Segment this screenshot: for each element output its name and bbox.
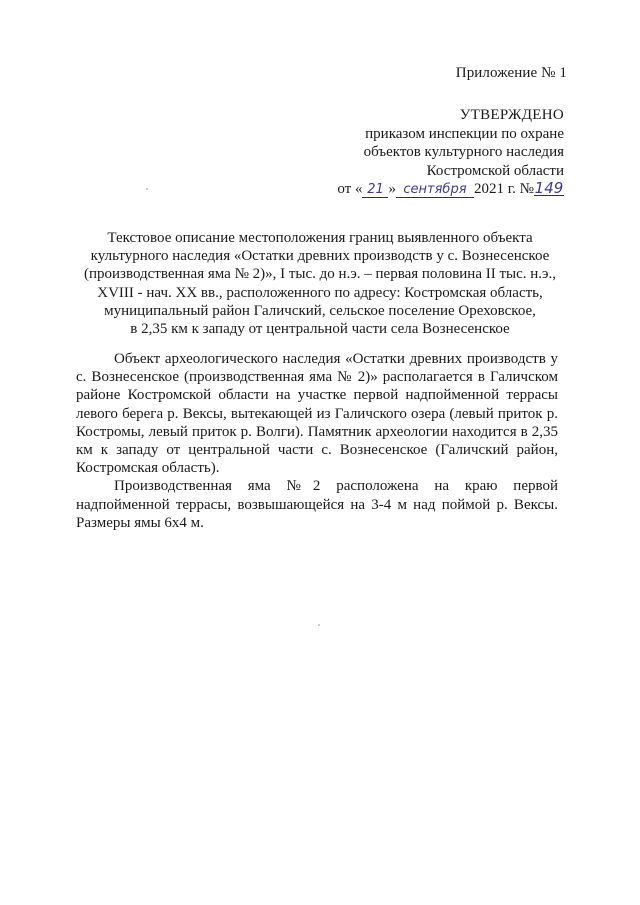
- heading-line: муниципальный район Галичский, сельское поселение Ореховское,: [104, 302, 536, 319]
- order-mid: »: [388, 181, 396, 197]
- approval-block: [304, 106, 564, 199]
- body-paragraph: Производственная яма №2 расположена на краю первой надпойменной террасы, возвышающейся на 3-4 м над поймой р. Вексы. Размеры ямы 6х4 м.: [76, 478, 558, 531]
- heading-line: в 2,35 км к западу от центральной части села Вознесенское: [130, 321, 510, 338]
- scan-speck: [318, 624, 320, 626]
- heading-line: Текстовое описание местоположения границ выявленного объекта: [107, 230, 533, 246]
- body-paragraph: Объект археологического наследия «Остатки древних производств у с. Вознесенское (производственная яма № 2)» располагается в Галичском районе Костромской области на участке первой надпойменной террасы левого берега р. Вексы, вытекающей из Галичского озера (левый приток р. Костромы, левый приток р. Волги). Памятник археологии находится в 2,35 км к западу от центральной части с. Вознесенское (Галичский район, Костромская область).: [76, 351, 558, 477]
- approval-line: объектов культурного наследия: [363, 144, 564, 160]
- approval-line: приказом инспекции по охране: [365, 125, 564, 142]
- approval-line: Костромской области: [426, 162, 564, 179]
- order-day-handwritten: 21: [362, 183, 388, 198]
- order-number-handwritten: 149: [534, 179, 564, 197]
- order-prefix: от «: [337, 181, 363, 197]
- approved-title: УТВЕРЖДЕНО: [459, 107, 564, 123]
- heading-line: культурного наследия «Остатки древних производств у с. Вознесенское: [90, 248, 550, 265]
- order-month-handwritten: сентября: [396, 183, 474, 198]
- scan-speck: [146, 188, 148, 190]
- heading-line: XVIII - нач. XX вв., расположенного по адресу: Костромская область,: [97, 284, 543, 301]
- document-body: [76, 350, 558, 532]
- appendix-label: Приложение № 1: [455, 65, 567, 81]
- heading-line: (производственная яма № 2)», I тыс. до н.э. – первая половина II тыс. н.э.,: [83, 266, 556, 283]
- order-year: 2021 г. №: [473, 181, 534, 197]
- document-heading: [60, 229, 580, 338]
- order-line: [304, 180, 564, 199]
